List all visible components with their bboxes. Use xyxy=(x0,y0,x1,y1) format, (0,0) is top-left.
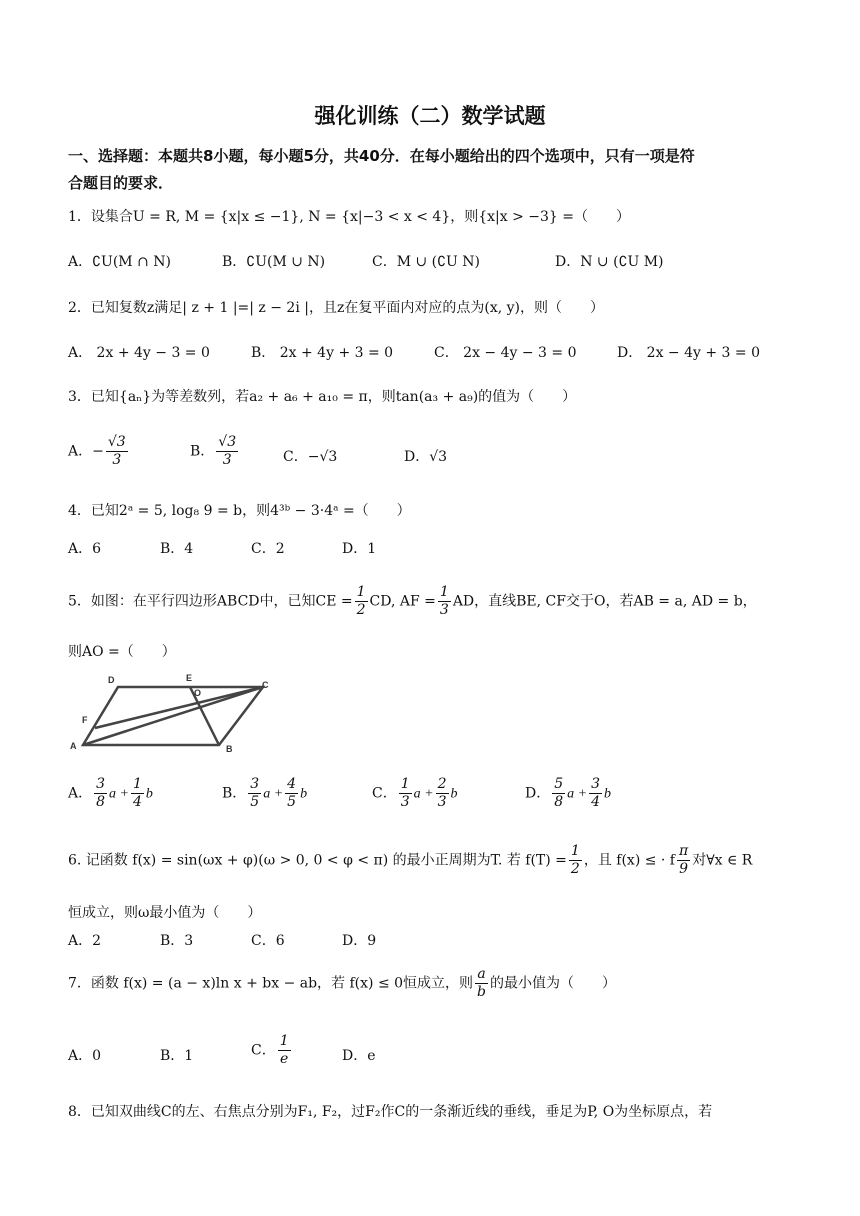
q1-option-b: B．∁U(M ∪ N) xyxy=(222,254,326,270)
q5-option-d-d1: 8 xyxy=(554,794,564,810)
q6-stem-pre: 6. 记函数 f(x) = sin(ωx + φ)(ω > 0, 0 < φ < π) 的最小正周期为T. 若 f(T) = xyxy=(68,852,567,869)
q3-option-b xyxy=(190,434,240,469)
q7-stem-post: 的最小值为（ ） xyxy=(490,975,617,992)
q3-option-a-sign: − xyxy=(92,443,104,460)
q7-option-c-num: 1 xyxy=(279,1033,289,1049)
q5-option-b-d1: 5 xyxy=(250,794,260,810)
q7-option-a: A．0 xyxy=(68,1048,102,1064)
q5-frac2-den: 3 xyxy=(439,602,449,618)
q6-frac2-num: π xyxy=(679,843,689,859)
q2-option-d: D． 2x − 4y + 3 = 0 xyxy=(617,345,761,361)
figure-label-o: O xyxy=(194,688,202,698)
section-heading-line2: 合题目的要求． xyxy=(68,174,174,192)
q3-option-b-label: B． xyxy=(190,443,215,460)
q3-stem: 3．已知{aₙ}为等差数列，若a₂ + a₆ + a₁₀ = π，则tan(a₃ + a₉)的值为（ ） xyxy=(68,389,577,405)
page-title: 强化训练（二）数学试题 xyxy=(314,104,546,128)
q5-option-d-t2: b xyxy=(604,786,612,802)
q8-stem: 8．已知双曲线C的左、右焦点分别为F₁, F₂，过F₂作C的一条渐近线的垂线，垂足为P, O为坐标原点，若 xyxy=(68,1104,713,1120)
q7-option-d: D．e xyxy=(342,1048,376,1064)
q5-option-d-label: D． xyxy=(525,785,551,802)
q5-option-a-label: A． xyxy=(68,785,93,802)
q2-option-c: C． 2x − 4y − 3 = 0 xyxy=(434,345,577,361)
q2-option-a: A． 2x + 4y − 3 = 0 xyxy=(68,345,210,361)
q6-option-b: B．3 xyxy=(160,933,194,949)
q5-option-a xyxy=(68,776,153,811)
figure-label-d: D xyxy=(108,675,115,685)
q7-frac-den: b xyxy=(477,984,487,1000)
figure-label-e: E xyxy=(186,673,193,683)
q3-option-a-num: √3 xyxy=(107,434,126,450)
q3-option-a xyxy=(68,434,130,469)
q5-option-b-d2: 5 xyxy=(287,794,297,810)
q5-stem-mid: CD, AF = xyxy=(369,593,436,610)
q1-option-d: D．N ∪ (∁U M) xyxy=(555,254,664,270)
q6-option-c: C．6 xyxy=(251,933,285,949)
q5-option-d-n1: 5 xyxy=(554,776,564,792)
q7-option-c-label: C． xyxy=(251,1042,276,1059)
q5-frac1-den: 2 xyxy=(356,602,366,618)
q6-option-a: A．2 xyxy=(68,933,102,949)
q5-option-a-n1: 3 xyxy=(96,776,106,792)
q3-option-c: C．−√3 xyxy=(283,449,338,465)
q2-option-b: B． 2x + 4y + 3 = 0 xyxy=(251,345,394,361)
q5-option-c-t2: b xyxy=(450,786,458,802)
q3-option-a-den: 3 xyxy=(112,452,122,468)
q1-option-a: A．∁U(M ∩ N) xyxy=(68,254,171,270)
q5-option-c-t1: a + xyxy=(413,786,434,802)
q5-option-a-n2: 1 xyxy=(133,776,142,792)
q6-frac1-den: 2 xyxy=(570,861,580,877)
q7-option-b: B．1 xyxy=(160,1048,194,1064)
figure-label-a: A xyxy=(70,741,77,751)
q5-option-b-t1: a + xyxy=(263,786,284,802)
q6-stem-post: 对∀x ∈ R xyxy=(692,852,753,869)
q5-stem-post: AD，直线BE, CF交于O，若AB = a, AD = b， xyxy=(452,593,757,610)
q5-option-a-t1: a + xyxy=(109,786,129,802)
q5-option-a-d1: 8 xyxy=(96,794,106,810)
q3-option-b-den: 3 xyxy=(222,452,232,468)
q5-option-a-t2: b xyxy=(145,786,153,802)
q2-stem: 2．已知复数z满足| z + 1 |=| z − 2i |，且z在复平面内对应的点为(x, y)，则（ ） xyxy=(68,300,604,316)
q5-option-c-d2: 3 xyxy=(437,794,447,810)
q6-frac1-num: 1 xyxy=(570,843,580,859)
q5-option-c-d1: 3 xyxy=(400,794,410,810)
q4-option-b: B．4 xyxy=(160,541,194,557)
q5-option-b-t2: b xyxy=(300,786,308,802)
figure-label-c: C xyxy=(262,680,269,690)
q5-option-c xyxy=(372,776,458,811)
q7-option-c-den: e xyxy=(280,1051,289,1067)
q5-option-d-t1: a + xyxy=(567,786,588,802)
figure-label-f: F xyxy=(82,715,88,725)
q6-stem-mid: ，且 f(x) ≤ · f xyxy=(583,852,675,869)
q5-stem xyxy=(68,584,757,619)
q4-stem: 4．已知2ᵃ = 5, log₈ 9 = b，则4³ᵇ − 3·4ᵃ =（ ） xyxy=(68,503,411,519)
q1-stem: 1．设集合U = R, M = {x|x ≤ −1}, N = {x|−3 < x < 4}，则{x|x > −3} =（ ） xyxy=(68,209,631,225)
q5-frac1-num: 1 xyxy=(356,584,366,600)
q7-option-c xyxy=(251,1033,293,1068)
q4-option-c: C．2 xyxy=(251,541,285,557)
q6-stem xyxy=(68,843,752,878)
q5-option-d xyxy=(525,776,611,811)
q1-option-c: C．M ∪ (∁U N) xyxy=(372,254,481,270)
q5-option-d-n2: 3 xyxy=(591,776,601,792)
q7-frac-num: a xyxy=(475,966,488,984)
q5-option-b-label: B． xyxy=(222,785,247,802)
q7-stem-pre: 7．函数 f(x) = (a − x)ln x + bx − ab，若 f(x) ≤ 0恒成立，则 xyxy=(68,975,474,992)
q5-stem-pre: 5．如图：在平行四边形ABCD中，已知CE = xyxy=(68,593,353,610)
q3-option-a-label: A． xyxy=(68,443,93,460)
q5-option-b-n2: 4 xyxy=(287,776,297,792)
q5-option-d-d2: 4 xyxy=(591,794,601,810)
parallelogram-figure xyxy=(68,668,278,758)
q5-stem-line2: 则AO =（ ） xyxy=(68,644,176,660)
q5-option-b xyxy=(222,776,307,811)
q4-option-a: A．6 xyxy=(68,541,102,557)
q6-frac2-den: 9 xyxy=(679,861,689,877)
q5-option-a-d2: 4 xyxy=(133,794,142,810)
q3-option-d: D．√3 xyxy=(404,449,448,465)
q6-option-d: D．9 xyxy=(342,933,377,949)
q4-option-d: D．1 xyxy=(342,541,377,557)
q5-option-c-label: C． xyxy=(372,785,397,802)
q3-option-b-num: √3 xyxy=(218,434,237,450)
q6-stem-line2: 恒成立，则ω最小值为（ ） xyxy=(68,905,262,921)
section-heading-line1: 一、选择题：本题共8小题，每小题5分，共40分．在每小题给出的四个选项中，只有一项是符 xyxy=(68,147,695,165)
q5-option-c-n1: 1 xyxy=(400,776,410,792)
q5-option-c-n2: 2 xyxy=(437,776,447,792)
q5-option-b-n1: 3 xyxy=(250,776,260,792)
q5-frac2-num: 1 xyxy=(439,584,449,600)
q7-stem xyxy=(68,966,616,1001)
figure-label-b: B xyxy=(226,744,233,754)
